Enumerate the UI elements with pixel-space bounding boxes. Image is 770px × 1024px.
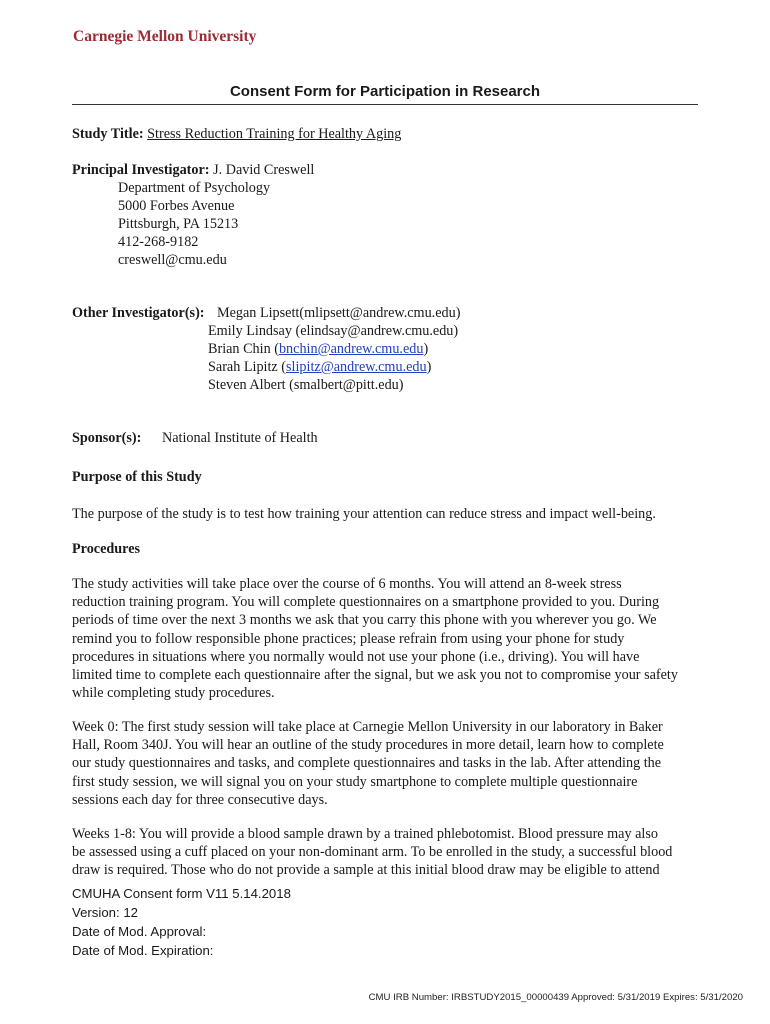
investigator-name: Steven Albert [208,377,290,393]
other-investigators-label: Other Investigator(s): [72,305,205,321]
pi-street: 5000 Forbes Avenue [118,198,235,214]
footer-version-line: CMUHA Consent form V11 5.14.2018 [72,886,291,901]
sponsor-label: Sponsor(s): [72,430,142,446]
investigator-entry: Brian Chin (bnchin@andrew.cmu.edu) [208,341,429,357]
pi-department: Department of Psychology [118,180,271,196]
university-name: Carnegie Mellon University [73,28,257,45]
investigator-email: smalbert@pitt.edu [293,377,399,393]
study-title-label: Study Title: [72,126,144,142]
investigator-email: elindsay@andrew.cmu.edu [300,323,454,339]
investigator-email-link[interactable]: bnchin@andrew.cmu.edu [278,341,424,357]
investigator-entry: Megan Lipsett(mlipsett@andrew.cmu.edu) [217,305,461,321]
title-divider [72,104,698,105]
procedures-paragraph-1: The study activities will take place over the course of 6 months. You will attend an 8-week stress reduction training program. You will complete questionnaires on a smartphone provided to you. During periods of time over the next 3 months we ask that you carry this phone with you wherever you go. We remind you to follow responsible phone practices; please refrain from using your phone for study procedures in situations where you normally would not use your phone (i.e., driving). You will have limited time to complete each questionnaire after the signal, but we ask you not to compromise your safety while completing study procedures. [72,576,678,702]
pi-city: Pittsburgh, PA 15213 [118,216,239,232]
pi-email: creswell@cmu.edu [118,252,227,268]
pi-row [72,161,314,179]
study-title-row [72,125,401,143]
study-title-value: Stress Reduction Training for Healthy Aging [147,126,402,142]
procedures-paragraph-2: Week 0: The first study session will take place at Carnegie Mellon University in our laboratory in Baker Hall, Room 340J. You will hear an outline of the study procedures in more detail, learn how to complete our study questionnaires and tasks, and complete questionnaires and tasks in the lab. After attending the first study session, we will signal you on your study smartphone to complete multiple questionnaire sessions each day for three consecutive days. [72,719,664,808]
purpose-text: The purpose of the study is to test how training your attention can reduce stress and impact well-being. [72,506,656,522]
procedures-heading: Procedures [72,541,141,557]
investigator-entry: Steven Albert (smalbert@pitt.edu) [208,377,404,393]
investigator-name: Emily Lindsay [208,323,296,339]
investigator-email: mlipsett@andrew.cmu.edu [304,305,456,321]
footer-expiration-date: Date of Mod. Expiration: [72,943,214,958]
footer-approval-date: Date of Mod. Approval: [72,924,207,939]
investigator-name: Megan Lipsett [217,305,300,321]
irb-stamp: CMU IRB Number: IRBSTUDY2015_00000439 Approved: 5/31/2019 Expires: 5/31/2020 [368,992,743,1003]
procedures-paragraph-3: Weeks 1-8: You will provide a blood sample drawn by a trained phlebotomist. Blood pressure may also be assessed using a cuff placed on your non-dominant arm. To be enrolled in the study, a successful blood draw is required. Those who do not provide a sample at this initial blood draw may be eligible to attend [72,826,673,879]
investigator-name: Sarah Lipitz [208,359,282,375]
investigator-entry: Emily Lindsay (elindsay@andrew.cmu.edu) [208,323,459,339]
sponsor-value: National Institute of Health [162,430,318,446]
investigator-entry: Sarah Lipitz (slipitz@andrew.cmu.edu) [208,359,432,375]
pi-label: Principal Investigator: [72,162,210,178]
investigator-name: Brian Chin [208,341,275,357]
pi-name: J. David Creswell [213,162,315,178]
pi-phone: 412-268-9182 [118,234,199,250]
footer-version-number: Version: 12 [72,905,138,920]
form-title: Consent Form for Participation in Research [229,83,541,100]
purpose-heading: Purpose of this Study [72,469,202,485]
investigator-email-link[interactable]: slipitz@andrew.cmu.edu [286,359,427,375]
